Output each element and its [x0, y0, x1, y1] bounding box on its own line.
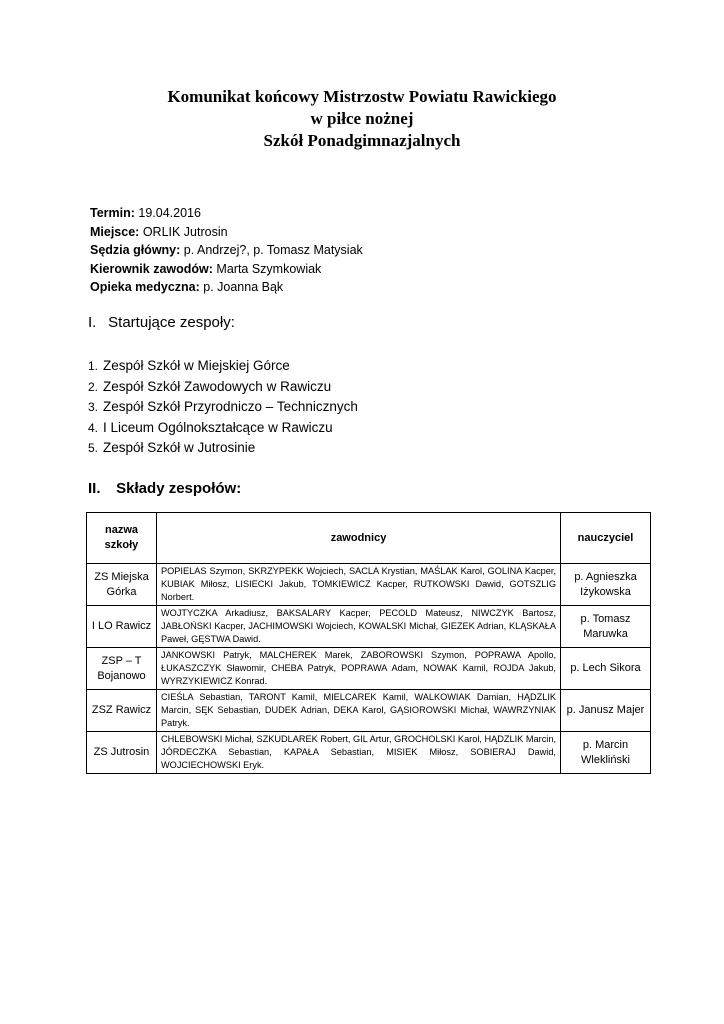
players-cell: JANKOWSKI Patryk, MALCHEREK Marek, ZABOROWSKI Szymon, POPRAWA Apollo, ŁUKASZCZYK Sławomir, CHEBA Patryk, POPRAWA Adam, NOWAK Kamil, ROJDA Jakub, WYRZYKIEWICZ Konrad. — [157, 648, 561, 690]
table-row — [87, 690, 651, 732]
table-header-row — [87, 513, 651, 564]
meta-place — [90, 223, 363, 242]
players-cell: CIEŚLA Sebastian, TARONT Kamil, MIELCAREK Kamil, WALKOWIAK Damian, HĄDZLIK Marcin, SĘK Sebastian, DUDEK Adrian, DEKA Karol, GĄSIOROWSKI Michał, WAWRZYNIAK Patryk. — [157, 690, 561, 732]
meta-referee-value: p. Andrzej?, p. Tomasz Matysiak — [180, 243, 363, 257]
meta-manager-value: Marta Szymkowiak — [212, 261, 322, 276]
school-cell: ZSZ Rawicz — [87, 690, 157, 732]
section-title: Startujące zespoły: — [108, 314, 235, 331]
players-cell: CHLEBOWSKI Michał, SZKUDLAREK Robert, GIL Artur, GROCHOLSKI Karol, HĄDZLIK Marcin, JÓRDECZKA Sebastian, KAPAŁA Sebastian, MISIEK Miłosz, SOBIERAJ Dawid, WOJCIECHOWSKI Eryk. — [157, 732, 561, 774]
meta-date-value: 19.04.2016 — [134, 206, 201, 220]
list-item-text: Zespół Szkół w Jutrosinie — [103, 440, 256, 455]
list-item — [88, 356, 358, 377]
school-cell: ZS Jutrosin — [87, 732, 157, 774]
title-line-1: Komunikat końcowy Mistrzostw Powiatu Rawickiego — [167, 87, 557, 106]
players-cell: POPIELAS Szymon, SKRZYPEKK Wojciech, SACLA Krystian, MAŚLAK Karol, GOLINA Kacper, KUBIAK Miłosz, LISIECKI Jakub, TOMKIEWICZ Kacper, RUTKOWSKI Dawid, GOTSZLIG Norbert. — [157, 564, 561, 606]
meta-date — [90, 204, 363, 223]
meta-manager — [90, 260, 363, 279]
title-line-3: Szkół Ponadgimnazjalnych — [263, 131, 461, 150]
document-title — [0, 86, 724, 152]
list-item-number: 1. — [88, 359, 99, 373]
players-cell: WOJTYCZKA Arkadiusz, BAKSALARY Kacper, PECOLD Mateusz, NIWCZYK Bartosz, JABŁOŃSKI Kacper, JACHIMOWSKI Wojciech, KOWALSKI Michał, GIEZEK Adrian, KLĄSKAŁA Paweł, GĘSTWA Dawid. — [157, 606, 561, 648]
list-item — [88, 397, 358, 418]
school-cell: ZSP – T Bojanowo — [87, 648, 157, 690]
teacher-cell: p. Tomasz Maruwka — [561, 606, 651, 648]
section-number: II. — [88, 480, 101, 497]
meta-place-value: ORLIK Jutrosin — [139, 224, 228, 239]
table-row — [87, 732, 651, 774]
list-item-text: Zespół Szkół w Miejskiej Górce — [103, 358, 290, 373]
table-row — [87, 606, 651, 648]
list-item-text: Zespół Szkół Przyrodniczo – Technicznych — [103, 399, 358, 414]
column-header-players: zawodnicy — [157, 513, 561, 564]
event-details — [90, 204, 363, 297]
meta-referee-label: Sędzia główny: — [90, 243, 181, 257]
column-header-school: nazwa szkoły — [87, 513, 157, 564]
section-heading-squads — [88, 480, 241, 497]
list-item — [88, 438, 358, 459]
meta-medical-value: p. Joanna Bąk — [199, 280, 284, 294]
list-item-number: 2. — [88, 379, 99, 394]
school-cell: I LO Rawicz — [87, 606, 157, 648]
section-number: I. — [88, 314, 97, 331]
school-cell: ZS Miejska Górka — [87, 564, 157, 606]
teacher-cell: p. Lech Sikora — [561, 648, 651, 690]
table-row — [87, 564, 651, 606]
list-item-number: 3. — [88, 400, 99, 414]
section-heading-teams — [88, 314, 235, 331]
meta-medical — [90, 278, 363, 297]
list-item-number: 5. — [88, 441, 99, 455]
list-item-number: 4. — [88, 420, 99, 435]
section-title: Składy zespołów: — [116, 480, 242, 497]
column-header-teacher: nauczyciel — [561, 513, 651, 564]
squads-table — [86, 512, 651, 774]
meta-medical-label: Opieka medyczna: — [90, 280, 200, 294]
teams-list — [88, 356, 358, 459]
teacher-cell: p. Janusz Majer — [561, 690, 651, 732]
list-item — [88, 418, 358, 439]
title-line-2: w piłce nożnej — [310, 109, 414, 128]
list-item — [88, 377, 358, 398]
teacher-cell: p. Marcin Wlekliński — [561, 732, 651, 774]
teacher-cell: p. Agnieszka Iżykowska — [561, 564, 651, 606]
meta-manager-label: Kierownik zawodów: — [90, 261, 213, 276]
list-item-text: I Liceum Ogólnokształcące w Rawiczu — [103, 419, 333, 435]
table-row — [87, 648, 651, 690]
meta-referee — [90, 241, 363, 260]
meta-date-label: Termin: — [90, 206, 135, 220]
meta-place-label: Miejsce: — [90, 224, 140, 239]
list-item-text: Zespół Szkół Zawodowych w Rawiczu — [103, 378, 332, 394]
